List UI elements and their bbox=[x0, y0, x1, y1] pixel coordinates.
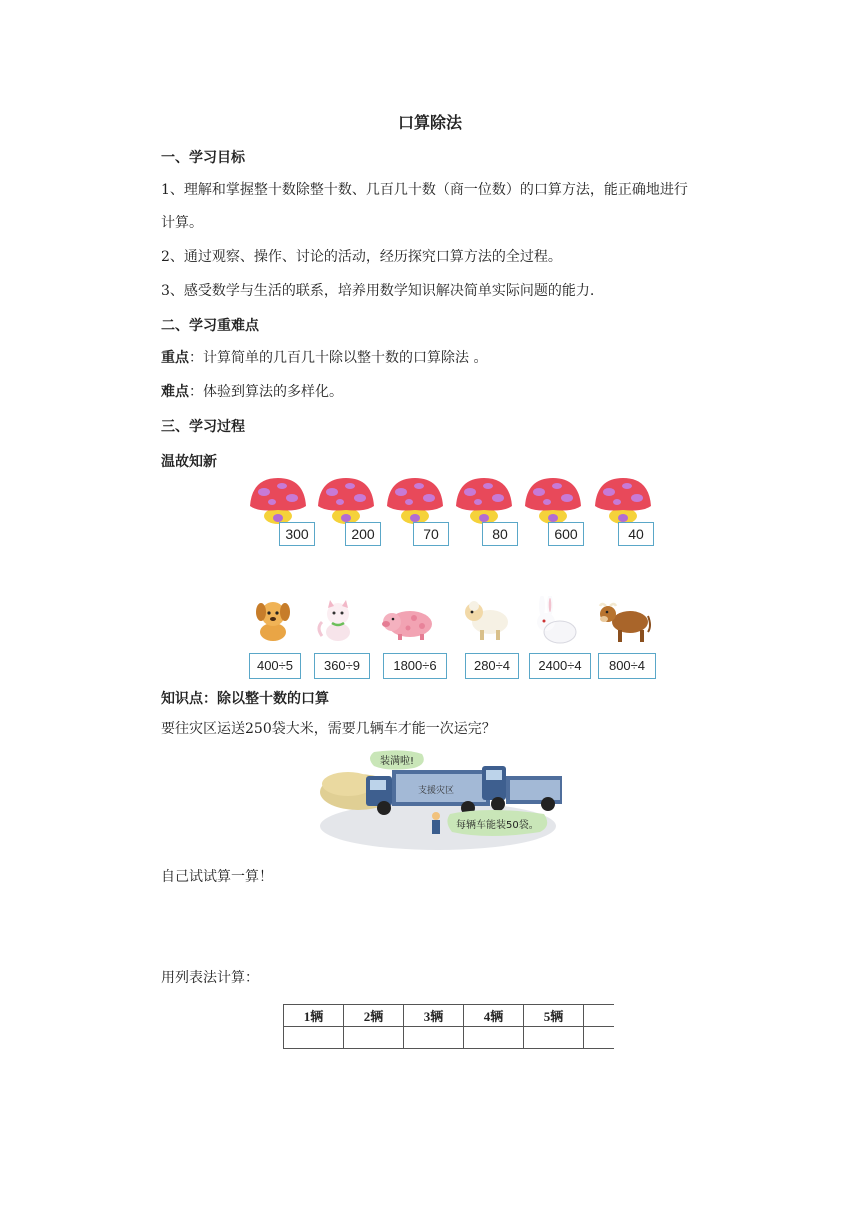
expression-box: 800÷4 bbox=[598, 653, 656, 679]
mushroom-number: 300 bbox=[279, 522, 315, 546]
key-point bbox=[161, 348, 487, 368]
table-cell bbox=[524, 1027, 584, 1049]
review-heading: 温故知新 bbox=[161, 454, 217, 470]
expression-box: 400÷5 bbox=[249, 653, 301, 679]
expression-box: 280÷4 bbox=[465, 653, 519, 679]
section-heading-process: 三、学习过程 bbox=[161, 419, 245, 435]
try-prompt: 自己试试算一算！ bbox=[161, 869, 273, 885]
key-point-label: 重点 bbox=[161, 350, 189, 366]
mushroom-icon bbox=[454, 476, 514, 528]
expression-box: 1800÷6 bbox=[383, 653, 447, 679]
knowledge-heading: 知识点：除以整十数的口算 bbox=[161, 691, 329, 707]
table-header-cell: 2辆 bbox=[344, 1005, 404, 1027]
goal-item-3: 3、感受数学与生活的联系，培养用数学知识解决简单实际问题的能力. bbox=[161, 283, 595, 299]
goal-item-1-line-1: 1、理解和掌握整十数除整十数、几百几十数（商一位数）的口算方法，能正确地进行 bbox=[161, 182, 688, 198]
table-header-cell: 1辆 bbox=[284, 1005, 344, 1027]
goal-item-1-line-2: 计算。 bbox=[161, 215, 203, 231]
page-title: 口算除法 bbox=[397, 113, 462, 132]
goal-item-2: 2、通过观察、操作、讨论的活动，经历探究口算方法的全过程。 bbox=[161, 249, 562, 265]
table-cell bbox=[404, 1027, 464, 1049]
difficulty-label: 难点 bbox=[161, 384, 189, 400]
difficulty-text: ：体验到算法的多样化。 bbox=[189, 384, 343, 400]
speech-bubble-full: 装满啦! bbox=[380, 756, 415, 767]
table-cell bbox=[344, 1027, 404, 1049]
section-heading-keypoints: 二、学习重难点 bbox=[161, 318, 259, 334]
table-cell bbox=[464, 1027, 524, 1049]
expression-box: 360÷9 bbox=[314, 653, 370, 679]
table-cell bbox=[284, 1027, 344, 1049]
section-heading-goals: 一、学习目标 bbox=[161, 150, 245, 166]
table-row bbox=[284, 1005, 615, 1027]
mushroom-number: 80 bbox=[482, 522, 518, 546]
kitten-icon bbox=[314, 598, 360, 648]
mushroom-icon bbox=[385, 476, 445, 528]
mushroom-number: 200 bbox=[345, 522, 381, 546]
mushroom-icon bbox=[523, 476, 583, 528]
expression-box: 2400÷4 bbox=[529, 653, 591, 679]
mushroom-icon bbox=[316, 476, 376, 528]
mushroom-number: 40 bbox=[618, 522, 654, 546]
puppy-icon bbox=[252, 598, 294, 646]
pig-icon bbox=[382, 604, 436, 646]
speech-bubble-capacity: 每辆车能装50袋。 bbox=[456, 820, 539, 831]
truck-sign: 支援灾区 bbox=[418, 786, 455, 796]
mushroom-number: 70 bbox=[413, 522, 449, 546]
table-cell bbox=[584, 1027, 615, 1049]
mushroom-icon bbox=[248, 476, 308, 528]
table-header-cell: 3辆 bbox=[404, 1005, 464, 1027]
table-header-cell: 5辆 bbox=[524, 1005, 584, 1027]
sheep-icon bbox=[460, 598, 512, 648]
cow-icon bbox=[596, 600, 652, 650]
table-header-cell bbox=[584, 1005, 615, 1027]
table-intro: 用列表法计算： bbox=[161, 970, 259, 986]
key-point-text: ：计算简单的几百几十除以整十数的口算除法 。 bbox=[189, 350, 488, 366]
table-header-cell: 4辆 bbox=[464, 1005, 524, 1027]
difficulty-point bbox=[161, 382, 343, 402]
truck-illustration bbox=[318, 748, 564, 854]
mushroom-icon bbox=[593, 476, 653, 528]
table-row bbox=[284, 1027, 615, 1049]
rabbit-icon bbox=[530, 596, 580, 650]
problem-text: 要往灾区运送250袋大米，需要几辆车才能一次运完？ bbox=[161, 721, 496, 737]
mushroom-number: 600 bbox=[548, 522, 584, 546]
vehicle-table bbox=[283, 1004, 614, 1049]
